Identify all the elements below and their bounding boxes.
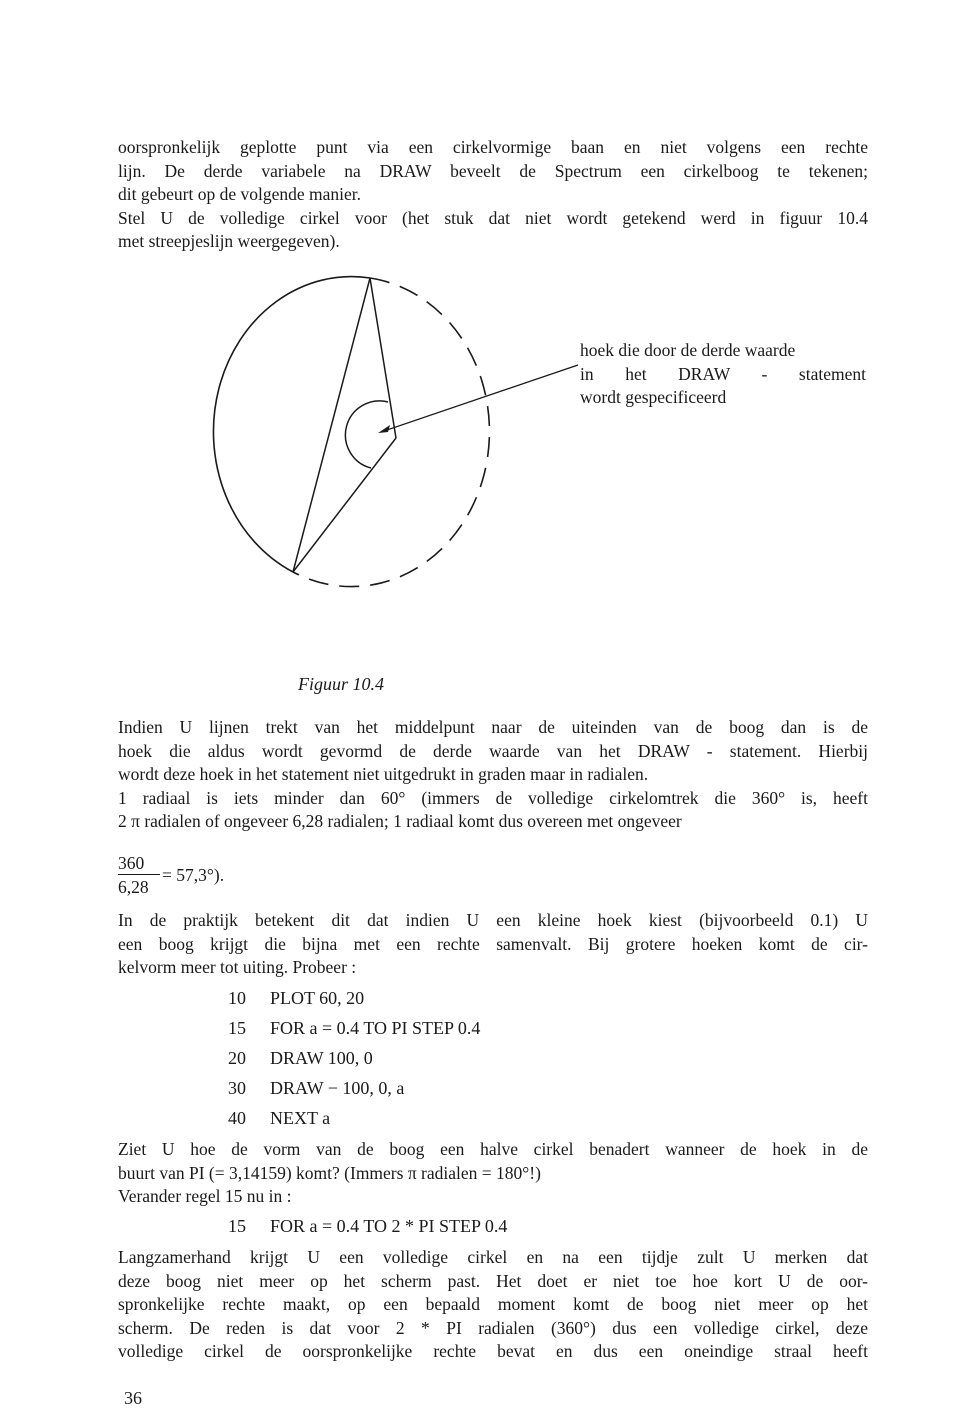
- radius-line-top: [370, 278, 396, 438]
- text-line: dit gebeurt op de volgende manier.: [118, 184, 361, 204]
- text-line: met streepjeslijn weergegeven).: [118, 231, 340, 251]
- text-line: Verander regel 15 nu in :: [118, 1186, 292, 1206]
- radius-line-bottom: [293, 438, 396, 572]
- statement: DRAW 100, 0: [270, 1048, 373, 1068]
- line-number: 15: [228, 1018, 246, 1038]
- text-line: volledige cirkel de oorspronkelijke rechte bevat en dus een oneindige straal heeft: [118, 1341, 868, 1361]
- line-number: 15: [228, 1216, 246, 1236]
- text-line: kelvorm meer tot uiting. Probeer :: [118, 957, 357, 977]
- text-line: Stel U de volledige cirkel voor (het stuk dat niet wordt getekend werd in figuur 10.4: [118, 207, 868, 228]
- text-line: wordt deze hoek in het statement niet uitgedrukt in graden maar in radialen.: [118, 764, 649, 784]
- statement: NEXT a: [270, 1108, 331, 1128]
- figure-annotation: [580, 339, 866, 410]
- text-line: spronkelijke rechte maakt, op een bepaald moment komt de boog niet meer op het: [118, 1294, 868, 1314]
- text-line: hoek die aldus wordt gevormd de derde waarde van het DRAW - statement. Hierbij: [118, 740, 868, 761]
- text-line: een boog krijgt die bijna met een rechte samenvalt. Bij grotere hoeken komt de cir-: [118, 933, 868, 954]
- pointer-line: [381, 365, 578, 432]
- text-line: buurt van PI (= 3,14159) komt? (Immers π radialen = 180°!): [118, 1162, 541, 1183]
- text-line: 1 radiaal is iets minder dan 60° (immers de volledige cirkelomtrek die 360° is, heeft: [118, 787, 868, 808]
- statement: DRAW − 100, 0, a: [270, 1078, 405, 1098]
- line-number: 20: [228, 1048, 246, 1068]
- page-number: 36: [124, 1388, 142, 1408]
- fraction-result: = 57,3°).: [162, 865, 225, 885]
- line-number: 10: [228, 988, 246, 1008]
- fraction-denominator: 6,28: [118, 877, 149, 897]
- annotation-line: hoek die door de derde waarde: [580, 340, 796, 360]
- statement: PLOT 60, 20: [270, 988, 365, 1008]
- text-line: oorspronkelijk geplotte punt via een cirkelvormige baan en niet volgens een rechte: [118, 137, 868, 157]
- arrowhead-icon: [378, 425, 390, 433]
- statement: FOR a = 0.4 TO 2 * PI STEP 0.4: [270, 1216, 508, 1236]
- text-line: In de praktijk betekent dit dat indien U een kleine hoek kiest (bijvoorbeeld 0.1) U: [118, 910, 868, 930]
- figure-caption: Figuur 10.4: [298, 674, 385, 694]
- text-line: Indien U lijnen trekt van het middelpunt naar de uiteinden van de boog dan is de: [118, 717, 868, 737]
- statement: FOR a = 0.4 TO PI STEP 0.4: [270, 1018, 481, 1038]
- annotation-line: wordt gespecificeerd: [580, 387, 727, 407]
- text-line: scherm. De reden is dat voor 2 * PI radialen (360°) dus een volledige cirkel, deze: [118, 1317, 868, 1338]
- chord-line: [293, 278, 370, 572]
- fraction-numerator: 360: [118, 852, 160, 875]
- text-line: lijn. De derde variabele na DRAW beveelt de Spectrum een cirkelboog te tekenen;: [118, 160, 868, 181]
- line-number: 30: [228, 1078, 246, 1098]
- final-paragraph: [118, 1246, 868, 1364]
- text-line: Ziet U hoe de vorm van de boog een halve cirkel benadert wanneer de hoek in de: [118, 1139, 868, 1159]
- question-paragraph: [118, 1138, 868, 1209]
- dashed-arc: [293, 278, 489, 587]
- text-line: Langzamerhand krijgt U een volledige cirkel en na een tijdje zult U merken dat: [118, 1247, 868, 1267]
- annotation-line: in het DRAW - statement: [580, 363, 866, 384]
- middle-paragraph: [118, 716, 868, 834]
- text-line: 2 π radialen of ongeveer 6,28 radialen; 1 radiaal komt dus overeen met ongeveer: [118, 811, 682, 831]
- text-line: deze boog niet meer op het scherm past. Het doet er niet toe hoe kort U de oor-: [118, 1270, 868, 1291]
- practice-paragraph: [118, 909, 868, 980]
- line-number: 40: [228, 1108, 246, 1128]
